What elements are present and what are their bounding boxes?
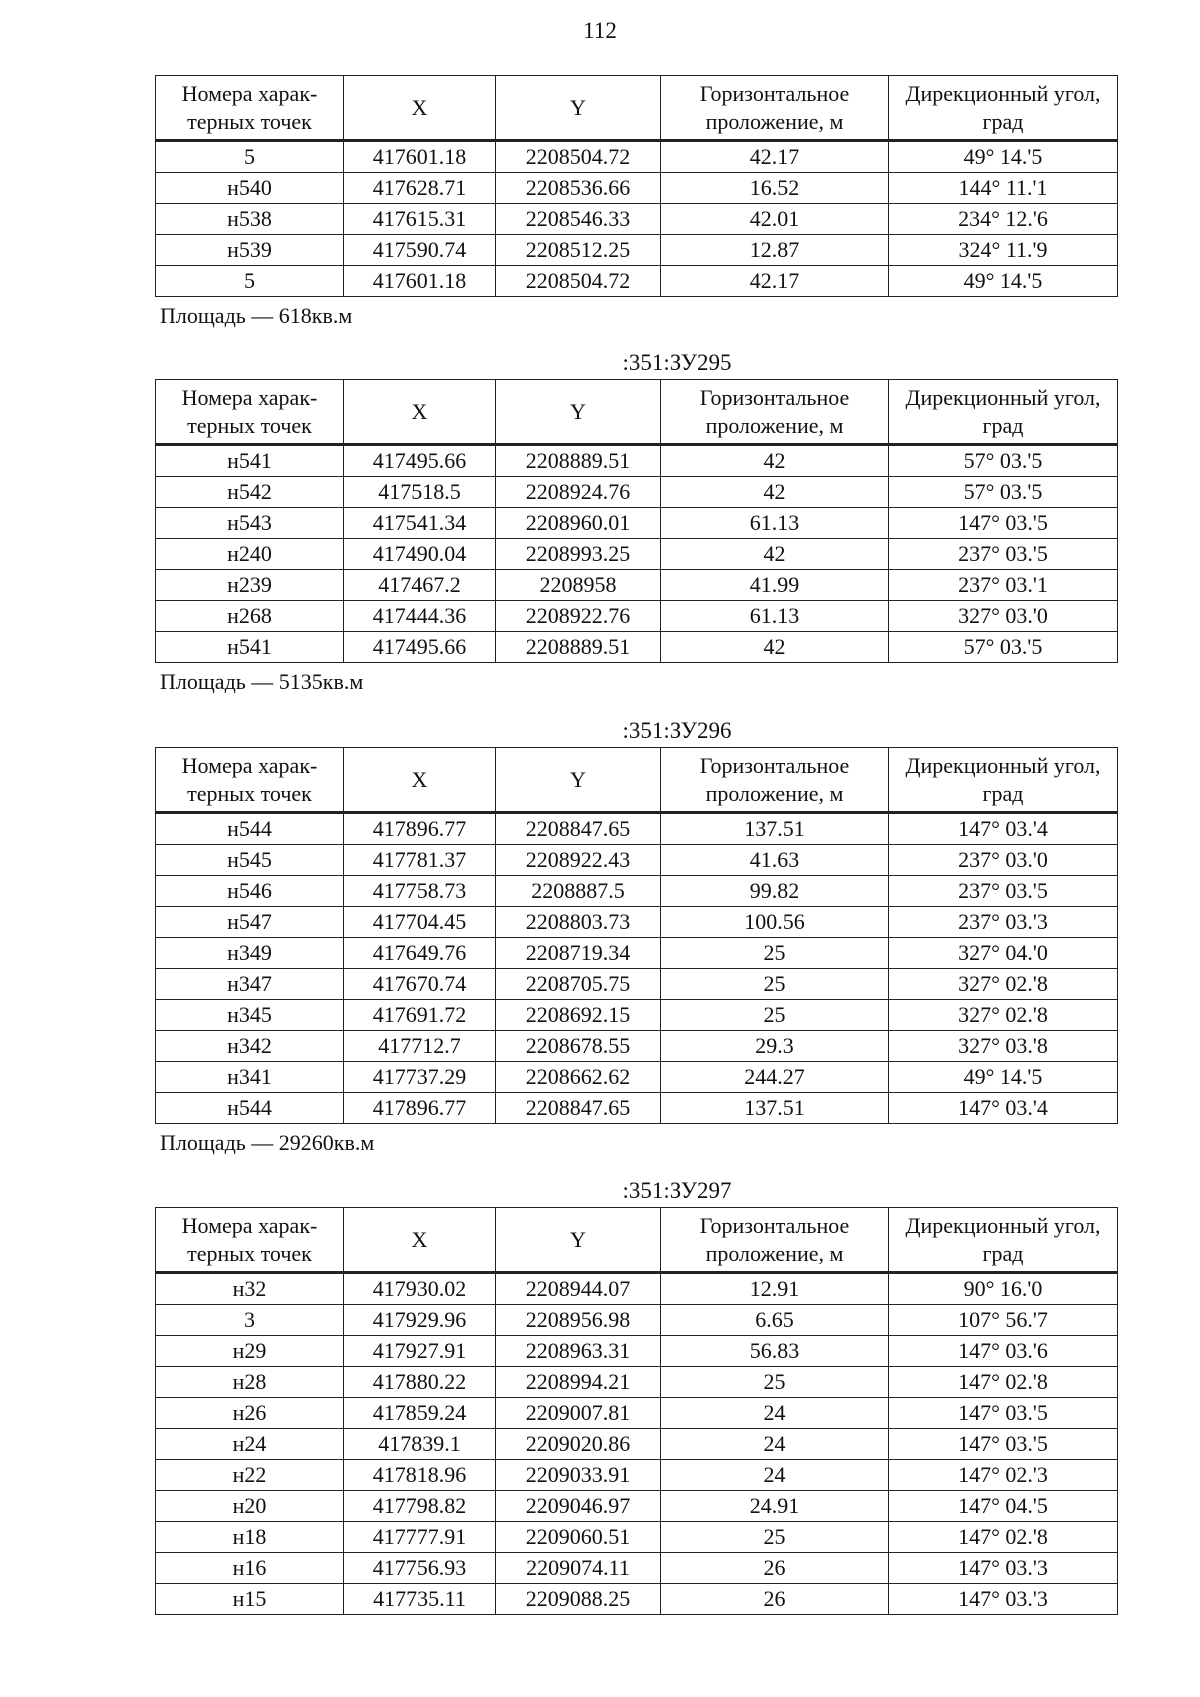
page-number: 112 [583,18,617,43]
table-cell: 2208504.72 [496,141,661,173]
table-cell: 417927.91 [344,1336,496,1367]
table-row [156,938,1118,969]
table-cell: н15 [156,1584,344,1615]
table-cell: н240 [156,539,344,570]
table-cell: н543 [156,508,344,539]
table-cell: н345 [156,1000,344,1031]
table-cell: 42.17 [661,141,889,173]
column-header: Номера харак-терных точек [156,1208,344,1273]
table-row [156,601,1118,632]
table-row [156,813,1118,845]
column-header: Номера харак-терных точек [156,76,344,141]
table-cell: 41.99 [661,570,889,601]
table-cell: 41.63 [661,845,889,876]
table-cell: 2208692.15 [496,1000,661,1031]
table-cell: 327° 04.'0 [889,938,1118,969]
table-cell: 324° 11.'9 [889,235,1118,266]
table-cell: 56.83 [661,1336,889,1367]
table-cell: 147° 03.'3 [889,1584,1118,1615]
table-cell: 99.82 [661,876,889,907]
column-header: Дирекционный угол, град [889,380,1118,445]
column-header: Y [496,1208,661,1273]
table-cell: 147° 03.'5 [889,1398,1118,1429]
table-cell: 417777.91 [344,1522,496,1553]
table-cell: 2209088.25 [496,1584,661,1615]
table-cell: 417712.7 [344,1031,496,1062]
table-row [156,1460,1118,1491]
table-cell: 237° 03.'5 [889,876,1118,907]
table-cell: 417859.24 [344,1398,496,1429]
table-cell: 417691.72 [344,1000,496,1031]
table-cell: 2208678.55 [496,1031,661,1062]
table-header-row [156,380,1118,445]
table-cell: 417670.74 [344,969,496,1000]
table-cell: 417737.29 [344,1062,496,1093]
table-cell: н547 [156,907,344,938]
table-cell: 417467.2 [344,570,496,601]
table-row [156,1367,1118,1398]
coordinates-table [155,379,1118,663]
table-header-row [156,1208,1118,1273]
table-cell: н32 [156,1273,344,1305]
table-row [156,570,1118,601]
table-cell: 57° 03.'5 [889,632,1118,663]
table-cell: 49° 14.'5 [889,1062,1118,1093]
coordinates-block-zu297 [155,1175,1117,1615]
table-cell: 237° 03.'1 [889,570,1118,601]
area-label: Площадь — 29260кв.м [160,1130,375,1155]
table-cell: 327° 02.'8 [889,1000,1118,1031]
table-cell: 147° 02.'8 [889,1522,1118,1553]
coordinates-block-1 [155,75,1117,330]
table-cell: 417756.93 [344,1553,496,1584]
table-cell: 25 [661,1000,889,1031]
table-cell: 6.65 [661,1305,889,1336]
table-cell: н545 [156,845,344,876]
table-cell: н347 [156,969,344,1000]
table-cell: 147° 03.'4 [889,813,1118,845]
table-cell: 2208994.21 [496,1367,661,1398]
table-cell: н239 [156,570,344,601]
table-row [156,907,1118,938]
table-cell: 417444.36 [344,601,496,632]
table-cell: 417704.45 [344,907,496,938]
column-header: X [344,76,496,141]
column-header: Y [496,748,661,813]
table-row [156,632,1118,663]
table-cell: 137.51 [661,813,889,845]
column-header: Y [496,380,661,445]
table-cell: 2208847.65 [496,813,661,845]
table-cell: 417649.76 [344,938,496,969]
table-cell: 2208662.62 [496,1062,661,1093]
table-row [156,1553,1118,1584]
table-header-row [156,748,1118,813]
table-cell: н18 [156,1522,344,1553]
table-cell: 237° 03.'0 [889,845,1118,876]
table-cell: 417495.66 [344,445,496,477]
table-cell: 417798.82 [344,1491,496,1522]
table-cell: 237° 03.'5 [889,539,1118,570]
table-row [156,141,1118,173]
table-cell: 417518.5 [344,477,496,508]
table-row [156,1305,1118,1336]
table-cell: н26 [156,1398,344,1429]
table-row [156,1031,1118,1062]
coordinates-table [155,75,1118,297]
table-row [156,204,1118,235]
table-cell: 24.91 [661,1491,889,1522]
table-cell: н16 [156,1553,344,1584]
column-header: Дирекционный угол, град [889,1208,1118,1273]
table-cell: н28 [156,1367,344,1398]
table-cell: 327° 02.'8 [889,969,1118,1000]
table-row [156,539,1118,570]
table-cell: 147° 04.'5 [889,1491,1118,1522]
table-cell: 417590.74 [344,235,496,266]
table-cell: 2208512.25 [496,235,661,266]
table-cell: 2209074.11 [496,1553,661,1584]
area-label: Площадь — 618кв.м [160,303,353,328]
column-header: X [344,380,496,445]
coordinates-table [155,747,1118,1124]
table-cell: 417839.1 [344,1429,496,1460]
table-row [156,1336,1118,1367]
table-cell: 2208993.25 [496,539,661,570]
column-header: Горизонтальное проложение, м [661,1208,889,1273]
table-cell: 90° 16.'0 [889,1273,1118,1305]
table-cell: 147° 02.'8 [889,1367,1118,1398]
table-cell: 2209007.81 [496,1398,661,1429]
table-cell: 417601.18 [344,266,496,297]
column-header: Дирекционный угол, град [889,76,1118,141]
column-header: Дирекционный угол, град [889,748,1118,813]
table-row [156,1584,1118,1615]
table-cell: 2209046.97 [496,1491,661,1522]
table-cell: 244.27 [661,1062,889,1093]
table-cell: 417628.71 [344,173,496,204]
table-cell: 107° 56.'7 [889,1305,1118,1336]
table-cell: 417896.77 [344,813,496,845]
table-cell: 417490.04 [344,539,496,570]
table-row [156,173,1118,204]
table-cell: 147° 03.'3 [889,1553,1118,1584]
table-cell: 3 [156,1305,344,1336]
table-row [156,1062,1118,1093]
table-header-row [156,76,1118,141]
column-header: Y [496,76,661,141]
table-cell: н539 [156,235,344,266]
table-cell: 147° 03.'5 [889,508,1118,539]
table-cell: н29 [156,1336,344,1367]
table-cell: 234° 12.'6 [889,204,1118,235]
table-cell: 42 [661,477,889,508]
table-cell: 61.13 [661,601,889,632]
table-cell: 327° 03.'8 [889,1031,1118,1062]
table-cell: н542 [156,477,344,508]
table-cell: 147° 02.'3 [889,1460,1118,1491]
table-cell: 417929.96 [344,1305,496,1336]
table-cell: 147° 03.'4 [889,1093,1118,1124]
table-cell: 12.87 [661,235,889,266]
table-cell: 327° 03.'0 [889,601,1118,632]
table-cell: 2208922.76 [496,601,661,632]
column-header: Номера харак-терных точек [156,380,344,445]
column-header: Горизонтальное проложение, м [661,748,889,813]
table-cell: 57° 03.'5 [889,445,1118,477]
table-cell: н544 [156,813,344,845]
table-cell: 2208546.33 [496,204,661,235]
table-cell: 417896.77 [344,1093,496,1124]
column-header: Номера харак-терных точек [156,748,344,813]
table-cell: н22 [156,1460,344,1491]
table-row [156,266,1118,297]
table-cell: 12.91 [661,1273,889,1305]
table-cell: 2208803.73 [496,907,661,938]
table-row [156,235,1118,266]
table-cell: 2208889.51 [496,632,661,663]
table-cell: 2209020.86 [496,1429,661,1460]
column-header: Горизонтальное проложение, м [661,76,889,141]
table-cell: 417880.22 [344,1367,496,1398]
coordinates-table [155,1207,1118,1615]
coordinates-block-zu295 [155,347,1117,696]
area-label: Площадь — 5135кв.м [160,669,364,694]
table-cell: 26 [661,1553,889,1584]
table-row [156,1491,1118,1522]
table-caption: :351:ЗУ296 [622,718,732,743]
table-cell: 2208922.43 [496,845,661,876]
table-cell: н544 [156,1093,344,1124]
table-cell: 42 [661,632,889,663]
table-cell: 144° 11.'1 [889,173,1118,204]
table-cell: н541 [156,445,344,477]
table-row [156,445,1118,477]
table-row [156,1000,1118,1031]
table-cell: 417615.31 [344,204,496,235]
table-cell: 2209060.51 [496,1522,661,1553]
table-cell: 417758.73 [344,876,496,907]
column-header: X [344,748,496,813]
table-cell: 24 [661,1460,889,1491]
table-cell: н540 [156,173,344,204]
table-cell: 5 [156,266,344,297]
table-cell: 2208847.65 [496,1093,661,1124]
column-header: Горизонтальное проложение, м [661,380,889,445]
table-row [156,508,1118,539]
table-cell: 147° 03.'6 [889,1336,1118,1367]
table-cell: 100.56 [661,907,889,938]
table-cell: н546 [156,876,344,907]
table-cell: 25 [661,969,889,1000]
table-cell: н342 [156,1031,344,1062]
table-row [156,1273,1118,1305]
table-caption: :351:ЗУ295 [622,350,732,375]
table-cell: 26 [661,1584,889,1615]
table-row [156,876,1118,907]
table-cell: 24 [661,1398,889,1429]
table-cell: 25 [661,938,889,969]
table-cell: 29.3 [661,1031,889,1062]
table-cell: н349 [156,938,344,969]
table-cell: 417818.96 [344,1460,496,1491]
table-cell: н24 [156,1429,344,1460]
table-cell: 24 [661,1429,889,1460]
table-row [156,1093,1118,1124]
table-cell: 2208960.01 [496,508,661,539]
table-cell: 2208705.75 [496,969,661,1000]
table-cell: 2208963.31 [496,1336,661,1367]
table-cell: 2208956.98 [496,1305,661,1336]
table-row [156,845,1118,876]
table-cell: н20 [156,1491,344,1522]
table-cell: н538 [156,204,344,235]
table-cell: 2208944.07 [496,1273,661,1305]
table-cell: 2208887.5 [496,876,661,907]
table-cell: 237° 03.'3 [889,907,1118,938]
table-cell: 137.51 [661,1093,889,1124]
table-cell: 2208536.66 [496,173,661,204]
table-cell: 16.52 [661,173,889,204]
table-row [156,477,1118,508]
table-cell: 147° 03.'5 [889,1429,1118,1460]
table-cell: 61.13 [661,508,889,539]
table-row [156,1429,1118,1460]
table-cell: 57° 03.'5 [889,477,1118,508]
table-cell: 417601.18 [344,141,496,173]
table-cell: 5 [156,141,344,173]
table-cell: 417495.66 [344,632,496,663]
table-caption: :351:ЗУ297 [622,1178,732,1203]
table-cell: н341 [156,1062,344,1093]
table-cell: 2208889.51 [496,445,661,477]
table-cell: 42 [661,445,889,477]
table-cell: н541 [156,632,344,663]
column-header: X [344,1208,496,1273]
table-cell: 417781.37 [344,845,496,876]
table-cell: 49° 14.'5 [889,266,1118,297]
table-cell: 42.17 [661,266,889,297]
table-cell: 25 [661,1367,889,1398]
table-cell: 25 [661,1522,889,1553]
table-row [156,1398,1118,1429]
table-cell: н268 [156,601,344,632]
table-cell: 2208958 [496,570,661,601]
table-cell: 2208504.72 [496,266,661,297]
table-cell: 49° 14.'5 [889,141,1118,173]
coordinates-block-zu296 [155,715,1117,1157]
table-cell: 417541.34 [344,508,496,539]
table-cell: 2208719.34 [496,938,661,969]
table-row [156,1522,1118,1553]
table-cell: 42 [661,539,889,570]
table-cell: 42.01 [661,204,889,235]
table-cell: 417930.02 [344,1273,496,1305]
table-row [156,969,1118,1000]
table-cell: 2209033.91 [496,1460,661,1491]
table-cell: 2208924.76 [496,477,661,508]
table-cell: 417735.11 [344,1584,496,1615]
